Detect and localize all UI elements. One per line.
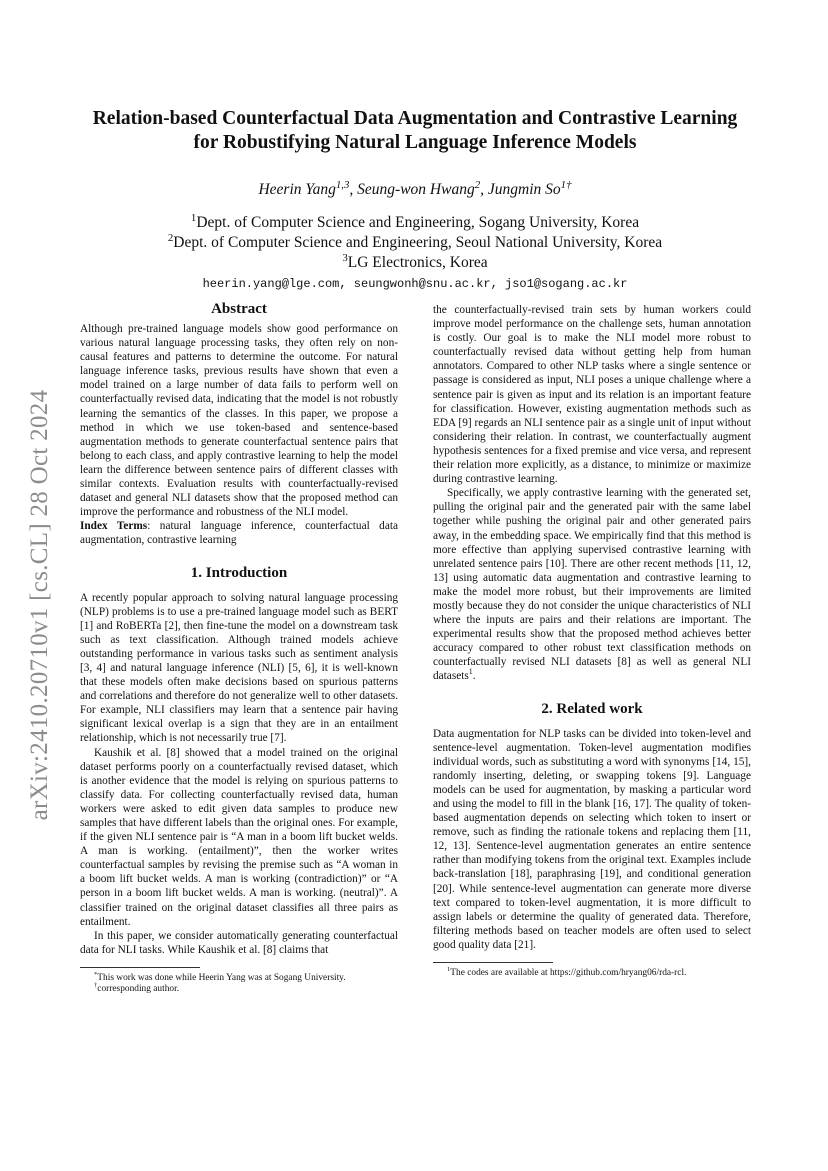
footnote <box>433 965 751 980</box>
intro-paragraph-5 <box>433 486 751 683</box>
author-name: Heerin Yang <box>258 181 336 198</box>
author-emails: heerin.yang@lge.com, seungwonh@snu.ac.kr, jso1@sogang.ac.kr <box>202 277 628 291</box>
paper-title <box>80 107 750 155</box>
footnote-rule <box>433 962 553 963</box>
author-sup: 2 <box>474 178 481 191</box>
author-sup: 1† <box>560 178 572 191</box>
footnote-text: The codes are available at https://github.com/hryang06/rda-rcl. <box>450 968 687 979</box>
abstract-heading: Abstract <box>211 301 267 317</box>
abstract-text: Although pre-trained language models show good performance on various natural language processing tasks, they often rely on non-causal features and patterns to determine the outcome. For natural language inference tasks, previous results have shown that even a model trained on a large number of data fails to perform well on counterfactually revised data, indicating that the model is not robustly learning the semantics of the classes. In this paper, we propose a method in which we use token-based and sentence-based augmentation methods to generate counterfactual sentence pairs that belong to each class, and apply contrastive learning to help the model learn the difference between sentence pairs of different classes with similar contexts. Evaluation results with counterfactually-revised dataset and general NLI datasets show that the proposed method can improve the performance and robustness of the NLI model. <box>80 323 398 519</box>
footnote-sup: 1 <box>447 965 451 973</box>
paper-header <box>80 107 750 291</box>
affiliation-sup: 2 <box>167 231 174 244</box>
arxiv-stamp <box>0 365 80 845</box>
author-separator: , <box>480 181 488 198</box>
footnote-rule <box>80 967 200 968</box>
footnote-text: corresponding author. <box>97 984 180 995</box>
left-column <box>80 300 398 996</box>
intro-paragraph-2: Kaushik et al. [8] showed that a model trained on the original dataset performs poorly on a counterfactually revised dataset, which is another evidence that the model is relying on spurious patterns to classify data. For collecting counterfactually revised data, human workers were asked to edit given data samples to produce new samples that have different labels than the original ones. For example, if the given NLI sentence pair is “A man in a boom lift bucket welds. A man is working. (entailment)”, then the worker writes counterfactual samples by revising the premise such as “A woman in a boom lift bucket welds. A man is working (contradiction)” or “A person in a boom lift bucket welds. A man is working. (neutral)”. A classifier trained on the original dataset classifies all three pairs as entailment. <box>80 746 398 928</box>
affiliation-text: Dept. of Computer Science and Engineering, Seoul National University, Korea <box>173 234 663 251</box>
footnote-sup: † <box>94 982 98 990</box>
author-sup: 1,3 <box>335 178 350 191</box>
intro-paragraph-4: the counterfactually-revised train sets by human workers could improve model performance on the challenge sets, human annotation is costly. Our goal is to make the NLI model more robust to counterfactually revised data without getting help from human annotators. Compared to other NLP tasks where a single sentence or passage is considered as input, NLI poses a unique challenge where a sentence pair is given as input and its relation is an important feature for classification. However, existing augmentation methods such as EDA [9] regards an NLI sentence pair as a single unit of input without considering their relation. In contrast, we counterfactually augment hypothesis sentences for a fixed premise and vice versa, and represent their relation more explicitly, as a distance, to minimize or maximize during contrastive learning. <box>433 304 751 486</box>
footnote-sup: * <box>94 970 98 978</box>
author-list <box>80 178 750 199</box>
footnote <box>80 970 398 985</box>
intro-paragraph-3: In this paper, we consider automatically generating counterfactual data for NLI tasks. While Kaushik et al. [8] claims that <box>80 929 398 956</box>
affiliation-list <box>80 213 750 273</box>
intro-paragraph-1: A recently popular approach to solving natural language processing (NLP) problems is to use a pre-trained language model such as BERT [1] and RoBERTa [2], then fine-tune the model on a downstream task such as text classification. Although trained models achieve outstanding performance in various tasks such as sentiment analysis [3, 4] and natural language inference (NLI) [5, 6], it is well-known that these models often make decisions based on spurious patterns and correlations and therefore do not generalize well to other datasets. For example, NLI classifiers may learn that a sentence pair having significant lexical overlap is a sign that they are in an entailment relationship, which is not necessarily true [7]. <box>80 591 398 745</box>
title-line-2: for Robustifying Natural Language Inference Models <box>193 132 637 153</box>
footnote <box>80 984 398 996</box>
affiliation-sup: 3 <box>342 251 348 264</box>
title-line-1: Relation-based Counterfactual Data Augmentation and Contrastive Learning <box>92 108 738 129</box>
intro-heading: 1. Introduction <box>190 564 288 581</box>
index-terms <box>80 519 398 547</box>
author-name: Jungmin So <box>487 181 561 198</box>
affiliation-sup: 1 <box>190 211 197 224</box>
affiliation-text: LG Electronics, Korea <box>347 254 488 271</box>
author-name: Seung-won Hwang <box>357 181 475 198</box>
affiliation <box>80 213 750 233</box>
index-terms-label: Index Terms <box>80 520 148 533</box>
sentence-end: . <box>472 670 476 683</box>
related-work-paragraph: Data augmentation for NLP tasks can be divided into token-level and sentence-level augmentation. Token-level augmentation modifies individual words, such as substituting a word with synonyms [14, 15], randomly inserting, deleting, or swapping tokens [9]. Language models can be used for augmentation, by masking a particular word and using the model to fill in the blank [16, 17]. The quality of token-based augmentation depends on selecting which token to insert or remove, such as finding the rationale tokens and replacing them [11, 12, 13]. Sentence-level augmentation generates an entire sentence rather than modifying tokens from the original text. Examples include back-translation [18], paraphrasing [19], and conditional generation [20]. While sentence-level augmentation can generate more diverse text compared to token-level augmentation, it is more difficult to assign labels or determine the quality of generated data. Therefore, filtering methods based on teacher models are often used to select good quality data [21]. <box>433 727 751 951</box>
index-terms-text: : natural language inference, counterfactual data augmentation, contrastive learning <box>80 520 398 547</box>
affiliation <box>80 233 750 253</box>
author-separator: , <box>349 181 358 198</box>
footnote-marker: 1 <box>468 667 473 677</box>
affiliation <box>80 253 750 273</box>
affiliation-text: Dept. of Computer Science and Engineering, Sogang University, Korea <box>196 214 640 231</box>
footnote-text: This work was done while Heerin Yang was at Sogang University. <box>97 972 346 983</box>
right-column <box>433 303 751 980</box>
intro-paragraph-5-text: Specifically, we apply contrastive learning with the generated set, pulling the original pair and the generated pair with the same label together while pushing the original pair and other generated pairs away, in the embedding space. We empirically find that this method is more effective than applying supervised contrastive learning with unrelated sentence pairs [10]. There are other recent methods [11, 12, 13] using automatic data augmentation and contrastive learning to make the model more robust, but their improvements are limited mostly because they do not consider the unique characteristics of NLI where the inputs are pairs and their relations are important. The experimental results show that the proposed method achieves better accuracy compared to other robust text classification methods on counterfactually revised NLI datasets [8] as well as general NLI datasets <box>433 487 751 683</box>
related-work-heading: 2. Related work <box>541 700 643 717</box>
arxiv-stamp-text: arXiv:2410.20710v1 [cs.CL] 28 Oct 2024 <box>26 389 53 821</box>
